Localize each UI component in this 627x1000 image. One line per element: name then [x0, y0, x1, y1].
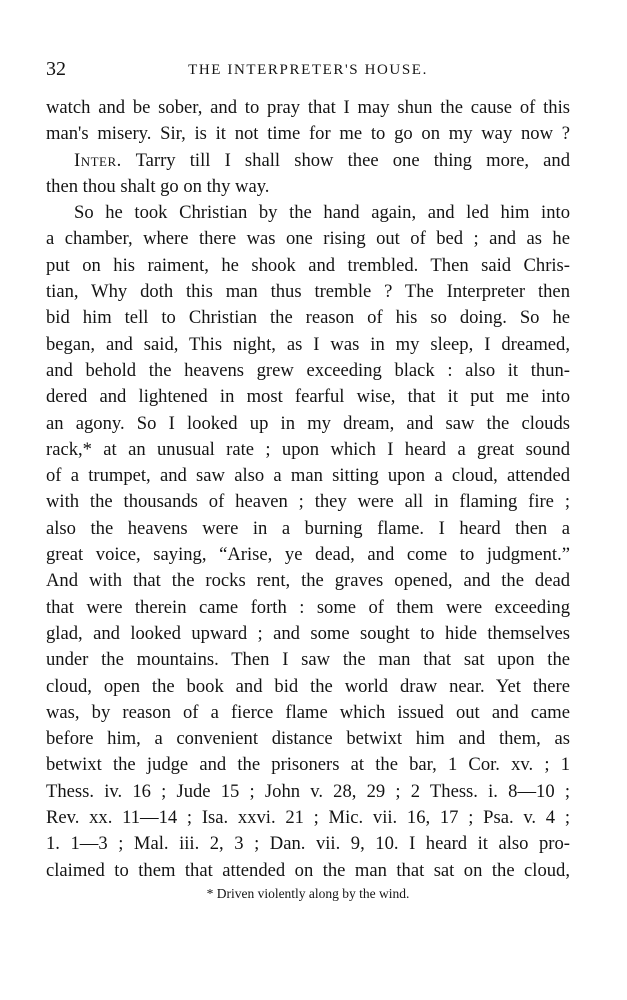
text-line: great voice, saying, “Arise, ye dead, and come to judgment.” — [46, 544, 570, 566]
page-number: 32 — [46, 58, 66, 80]
text-line — [46, 148, 570, 174]
text-line: tian, Why doth this man thus tremble ? The Interpreter then — [46, 281, 570, 303]
text-line: before him, a convenient distance betwixt him and them, as — [46, 728, 570, 750]
text-line: So he took Christian by the hand again, and led him into — [74, 202, 570, 224]
text-line: man's misery. Sir, is it not time for me to go on my way now ? — [46, 123, 570, 145]
dialogue-text: Tarry till I shall show thee one thing more, and — [121, 149, 570, 171]
text-line: with the thousands of heaven ; they were all in flaming fire ; — [46, 491, 570, 513]
text-line: 1. 1—3 ; Mal. iii. 2, 3 ; Dan. vii. 9, 10. I heard it also pro- — [46, 833, 570, 855]
text-line: put on his raiment, he shook and trembled. Then said Chris- — [46, 254, 570, 276]
text-line: bid him tell to Christian the reason of his so doing. So he — [46, 307, 570, 329]
text-line: watch and be sober, and to pray that I may shun the cause of this — [46, 97, 570, 118]
text-line: that were therein came forth : some of them were exceeding — [46, 596, 570, 618]
text-line: then thou shalt go on thy way. — [46, 175, 270, 197]
text-line: claimed to them that attended on the man that sat on the cloud, — [46, 859, 570, 881]
text-line: began, and said, This night, as I was in my sleep, I dreamed, — [46, 333, 570, 355]
text-line: Rev. xx. 11—14 ; Isa. xxvi. 21 ; Mic. vii. 16, 17 ; Psa. v. 4 ; — [46, 807, 570, 829]
text-line: And with that the rocks rent, the graves opened, and the dead — [46, 570, 570, 592]
text-line: also the heavens were in a burning flame. I heard then a — [46, 517, 570, 539]
speaker-label: Inter. — [74, 149, 122, 171]
body-text — [46, 95, 570, 884]
text-line: Thess. iv. 16 ; Jude 15 ; John v. 28, 29 ; 2 Thess. i. 8—10 ; — [46, 780, 570, 802]
text-line: was, by reason of a fierce flame which issued out and came — [46, 701, 570, 723]
text-line: of a trumpet, and saw also a man sitting upon a cloud, attended — [46, 465, 570, 487]
text-line: a chamber, where there was one rising out of bed ; and as he — [46, 228, 570, 250]
text-line: dered and lightened in most fearful wise, that it put me into — [46, 386, 570, 408]
footnote: * Driven violently along by the wind. — [206, 886, 410, 901]
page-header — [46, 56, 570, 82]
text-line: rack,* at an unusual rate ; upon which I heard a great sound — [46, 438, 570, 460]
text-line: betwixt the judge and the prisoners at the bar, 1 Cor. xv. ; 1 — [46, 754, 570, 776]
text-line: glad, and looked upward ; and some sought to hide themselves — [46, 622, 570, 644]
text-line: under the mountains. Then I saw the man that sat upon the — [46, 649, 570, 671]
text-line: cloud, open the book and bid the world draw near. Yet there — [46, 675, 570, 697]
text-line: an agony. So I looked up in my dream, and saw the clouds — [46, 412, 570, 434]
text-line: and behold the heavens grew exceeding black : also it thun- — [46, 359, 570, 381]
running-title: THE INTERPRETER'S HOUSE. — [188, 62, 428, 78]
